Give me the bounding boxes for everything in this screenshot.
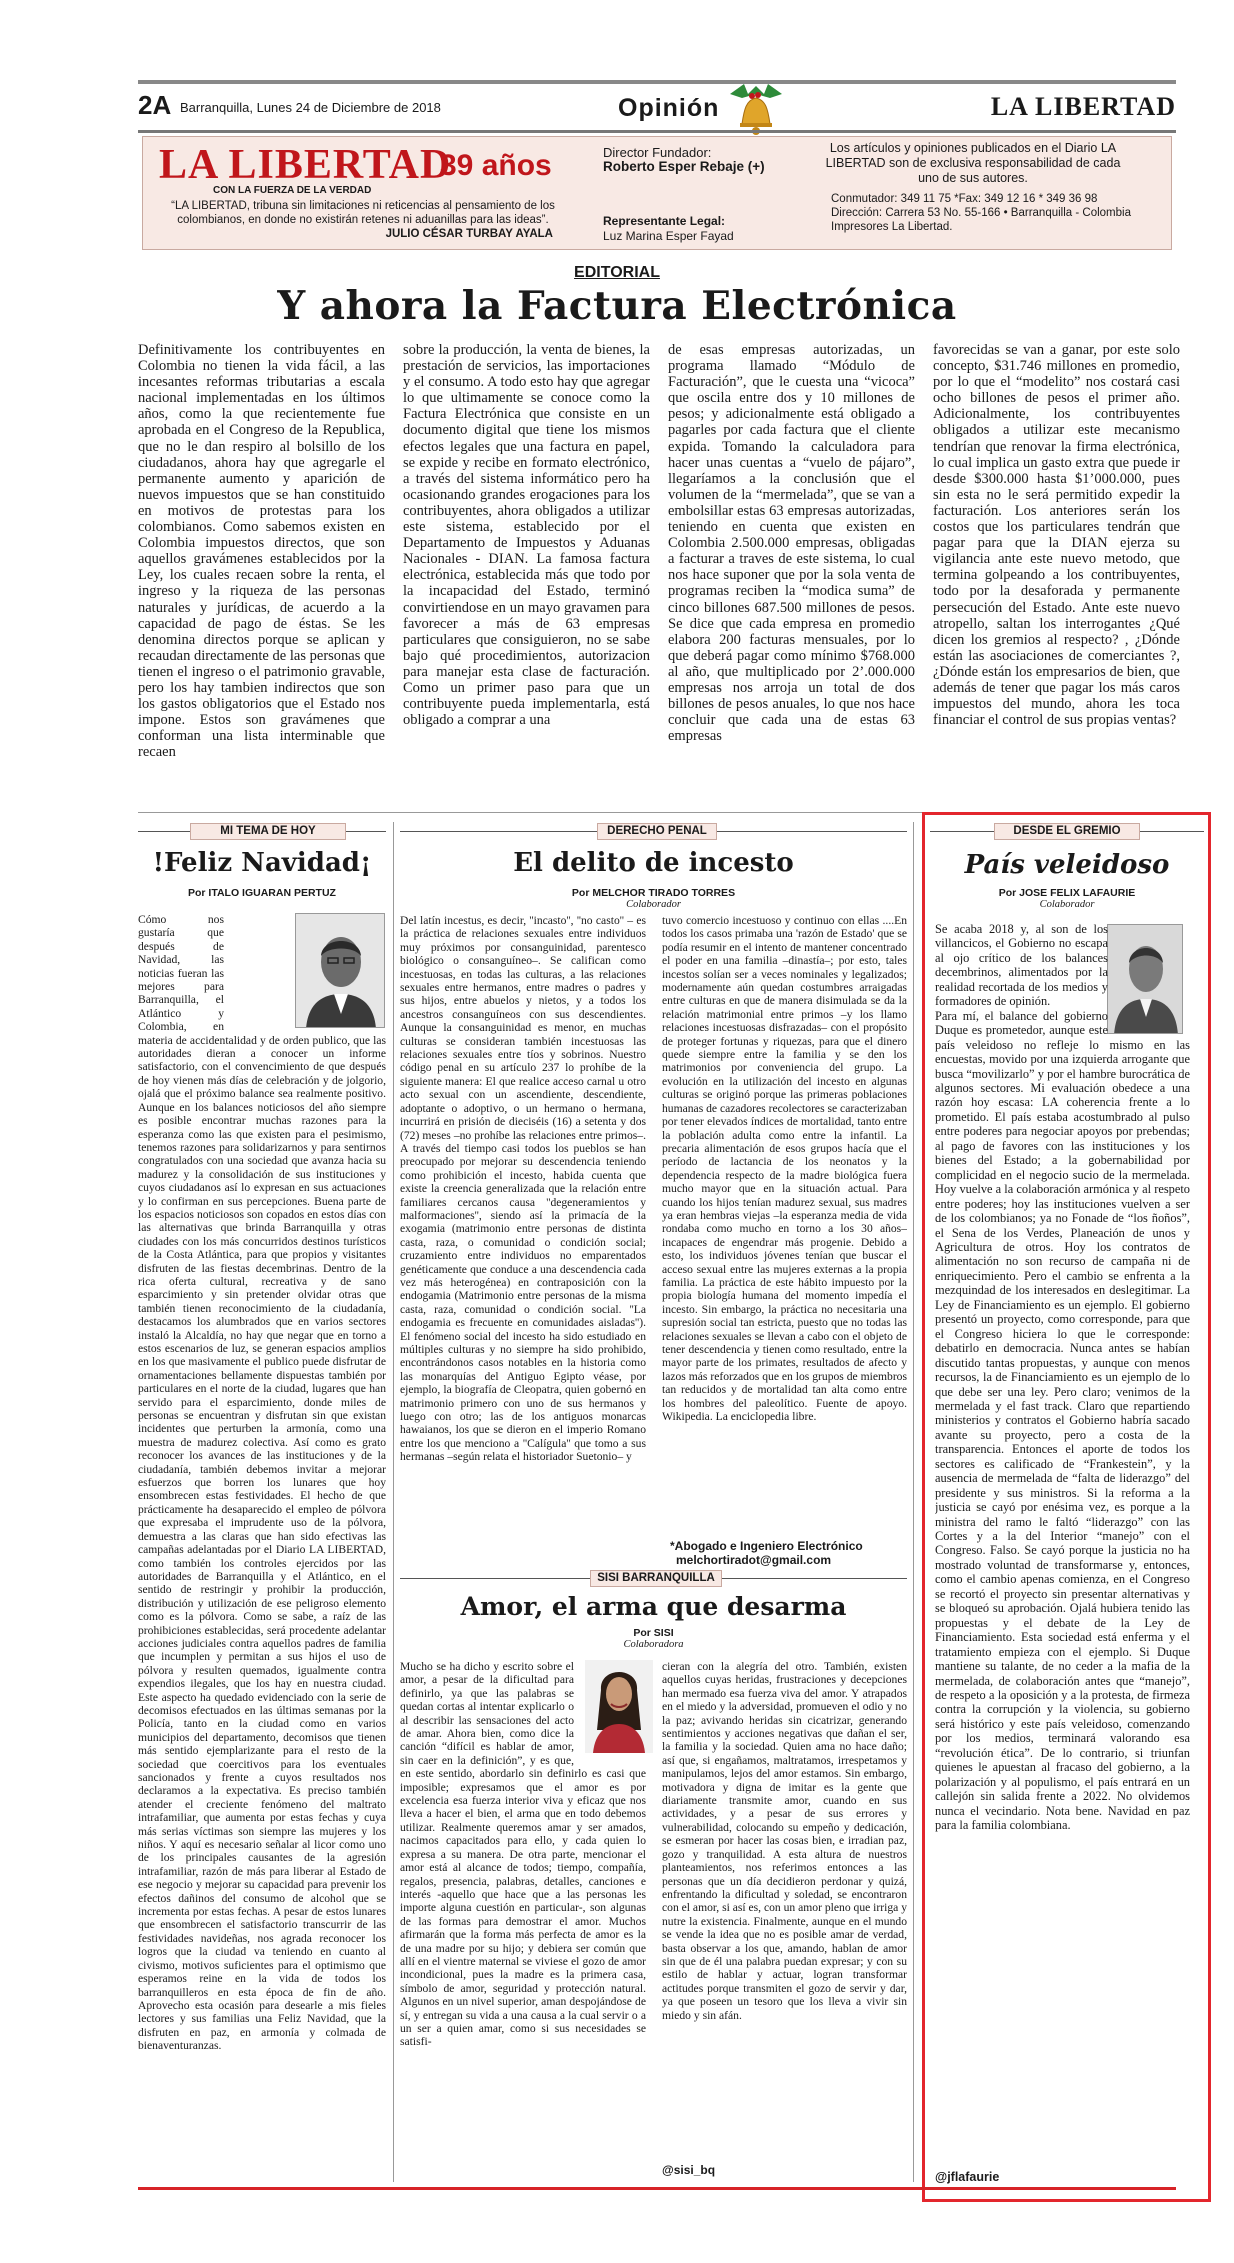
label-rule [930,831,994,832]
byline-role: Colaborador [1039,899,1095,910]
photo-spacer [574,1660,646,1754]
column-text-2: tuvo comercio incestuoso y continuo con ellas ....En todos los casos primaba una 'razón de Estado' que se podía resumir en el intento de mantener concentrado el poder en una familia –dinastía–; por esto, tales incestos solían ser a veces nominales y legalizados; modernamente aún quedan costumbres arraigadas entre culturas en que de manera disimulada se da la relación matrimonial entre primos –y los llamo relaciones incestuosas disfrazadas– con el propósito de proteger fortunas y riquezas, para que el dinero quede siempre entre la familia y se den los matrimonios por conveniencia del grupo. La evolución en la utilización del incesto en algunas culturas se originó porque las primeras poblaciones humanas de cazadores recolectores se caracterizaban por tener elevados índices de mortalidad, tanto entre la población adulta como entre la infantil. La precaria alimentación de esos grupos hacía que el período de lactancia de los neonatos y la dependencia respecto de la madre biológica fuera mucho mayor que en la situación actual. Para cuando los hijos tenían madurez sexual, sus madres ya eran hembras viejas –la esperanza media de vida rondaba como mucho en torno a los 30 años– incapaces de engendrar más progenie. Debido a esto, los individuos jóvenes tenían que buscar el acceso sexual entre las mujeres externas a la propia familia. La práctica de este hábito impuesto por la propia biología humana del momento impedía el incesto. Sin embargo, la práctica no necesitaria una supresión social tan estricta, puesto que no todas las relaciones sexuales se llevan a cabo con el objeto de tener descendencia y tienen como resultado, entre la mayor parte de los primates, resultados de afecto y lazos más reforzados que en los grupos de miembros tan reducidos y de mortalidad tan alta como entre los hombres del paleolítico. Fuente de apoyo. Wikipedia. La enciclopedia libre. [662,914,907,1424]
switchboard: Conmutador: 349 11 75 *Fax: 349 12 16 * 349 36 98 [831,193,1098,205]
editorial-column-1: Definitivamente los contribuyentes en Colombia no tienen la vida fácil, a las incesantes reformas tributarias a escala nacional implementadas en los últimos años, como la que recientemente fue aprobada en el Congreso de la Republica, que no le dan respiro al bolsillo de los ciudadanos, ahora hay que agregarle el permanente aumento y aparición de nuevos impuestos que se han constituido en motivos de protestas para los colombianos. Como sabemos existen en Colombia impuestos directos, que son aquellos gravámenes establecidos por la Ley, los cuales recaen sobre la renta, el ingreso y la riqueza de las personas naturales y jurídicas, de acuerdo a la capacidad de pago de éstas. Se les denomina directos porque se aplican y recaudan directamente de las personas que tienen el ingreso o el patrimonio gravable, pero los hay tambien indirectos que son los gastos obligatorios que el Estado nos impone. Estos son gravámenes que conforman una lista interminable que recaen [138,342,385,761]
photo-spacer [1108,922,1190,1036]
byline: Por SISI [633,1627,674,1639]
christmas-bell-icon [726,80,786,136]
column-body-1 [400,1660,646,2183]
author-handle: @sisi_bq [662,2163,716,2177]
label-rule [400,831,597,832]
label-rule [1140,831,1204,832]
page-header [138,88,1176,128]
slogan: CON LA FUERZA DE LA VERDAD [213,185,372,196]
column-separator [913,822,914,2182]
column-text-1: Mucho se ha dicho y escrito sobre el amor, a pesar de la dificultad para definirlo, ya que las palabras se quedan cortas al intentar explicarlo o al describir las sensaciones del acto de amar. Ahora bien, como dice la canción “difícil es hablar de amor, sin caer en la definición”, y es que, en este sentido, abordarlo sin definirlo es casi que imposible; expresamos que el amor es por excelencia esa fuerza interior viva y eficaz que nos lleva a hacer el bien, el arma que en todo debemos utilizar. Realmente queremos amar y ser amados, nacimos capacitados para ello, y cada quien lo expresa a su manera. De otra parte, mencionar el amor está al alcance de todos; tiempo, compañía, regalos, presencia, palabras, detalles, canciones e interés -aquello que hace que a las personas les importe alguna cuestión en particular-, son algunas de las formas para demostrar el amor. Muchos afirmarán que la forma más perfecta de amor es la de una madre por su hijo; y debiera ser común que allí en el vientre maternal se viviese el gozo de amor incondicional, pues la madre es la primera casa, símbolo de amor, seguridad y protección natural. Algunos en un nivel superior, aman despojándose de sí, y entregan su vida a una causa a la cual servir o a un ser a quien amar, como si sus necesidades se satisfi- [400,1660,646,2049]
editorial-headline: Y ahora la Factura Electrónica [277,283,957,329]
header-bottom-rule [138,130,1176,133]
editorial-column-3: de esas empresas autorizadas, un programa llamado “Módulo de Facturación”, que le cuesta una “vicoca” que oscila entre dos y 10 millones de pesos; y adicionalmente está obligado a pagarles por cada factura que el cliente expida. Tomando la calculadora para hacer unas cuentas a “vuelo de pájaro”, llegaríamos a la conclusión que el volumen de la “mermelada”, que se van a embolsillar estas 63 empresas autorizadas, teniendo en cuenta que existen en Colombia 2.500.000 empresas, obligadas a facturar a traves de este sistema, lo cual nos hace suponer que por la sola venta de programas reciben la “modica suma” de cinco billones 687.500 millones de pesos. Se dice que cada empresa en promedio elabora 200 facturas mensuales, por lo que deberá pagar como mínimo $768.000 al año, que multiplicado por 2’.000.000 empresas nos arroja un total de dos billones de pesos anuales, lo que nos hace concluir que cada una de estas 63 empresas [668,342,915,745]
editorial-column-4: favorecidas se van a ganar, por este solo concepto, $31.746 millones en promedio, por lo que el “modelito” nos costará casi ocho billones de pesos el primer año. Adicionalmente, los contribuyentes obligados a utilizar este mecanismo tendrían que renovar la firma electrónica, lo cual implica un gasto extra que puede ir desde $300.000 hasta $1’000.000, pues sin esta no le será permitido expedir la facturación. Los anteriores serán los costos que los particulares tendrán que pagar para que la DIAN ejerza su vigilancia ante este nuevo metodo, que termina golpeando a los contribuyentes, todo por la desaforada y permanente persecución del Estado. Ante este nuevo atropello, saltan los interrogantes ¿Qué dicen los gremios al respecto? , ¿Dónde están las asociaciones de comerciantes ?, ¿Dónde están los empresarios de bien, que además de tener que pagar los más caros impuestos del mundo, ahora les toca financiar el control de sus propias ventas? [933,342,1180,729]
quote-text: “LA LIBERTAD, tribuna sin limitaciones ni reticencias al pensamiento de los colombianos, en donde no existirán retenes ni aduanillas para las ideas”. [171,200,555,226]
footer-rule [138,2187,1176,2190]
contact-info [831,192,1131,234]
column-label: MI TEMA DE HOY [190,823,346,840]
printer: Impresores La Libertad. [831,221,953,233]
masthead-box [142,136,1172,250]
label-rule [722,1578,907,1579]
column-title: Amor, el arma que desarma [460,1592,847,1621]
quote-author: JULIO CÉSAR TURBAY AYALA [385,228,553,240]
founder-name: Roberto Esper Rebaje (+) [603,159,765,174]
column-body [935,922,1190,2164]
label-rule [717,831,907,832]
paper-name: LA LIBERTAD [990,92,1176,121]
legal-name: Luz Marina Esper Fayad [603,229,734,243]
author-credentials: *Abogado e Ingeniero Electrónico [670,1539,863,1553]
brand-logo: LA LIBERTAD [159,142,452,188]
column-title: El delito de incesto [513,848,794,878]
author-email: melchortiradot@gmail.com [676,1553,832,1567]
address: Dirección: Carrera 53 No. 55-166 • Barranquilla - Colombia [831,207,1131,219]
column-title: País veleidoso [964,850,1170,880]
disclaimer: Los artículos y opiniones publicados en el Diario LA LIBERTAD son de exclusiva responsabilidad de cada uno de sus autores. [825,141,1121,185]
date-line: Barranquilla, Lunes 24 de Diciembre de 2018 [180,100,441,115]
photo-spacer [224,913,386,1031]
founder-label: Director Fundador: [603,145,712,160]
column-text-1: Del latín incestus, es decir, ''incasto'', ''no casto'' – es la práctica de relaciones sexuales entre individuos muy próximos por consanguinidad, parentesco biológico o consanguíneo–. Se califican como incestuosas, en todas las culturas, a las relaciones sexuales entre hermanos, entre madres o padres y sus hijos, entre abuelos y nietos, y a todos los ancestros consanguíneos con sus descendientes. Aunque la consanguinidad es menor, en muchas culturas se consideran también incestuosas las relaciones sexuales entre tíos y sobrinos. Nuestro código penal en su artículo 237 lo prohíbe de la siguiente manera: El que realice acceso carnal u otro acto sexual con un ascendiente, descendiente, adoptante o adoptivo, o un hermano o hermana, incurrirá en prisión de dieciséis (16) a setenta y dos (72) meses –no prohíbe las relaciones entre primos–. A través del tiempo casi todos los pueblos se han preocupado por mejorar su descendencia teniendo como prohibición el incesto, habida cuenta que existe la creencia generalizada que la relación entre familiares cercanos causa ''degeneramientos y malformaciones'', siendo así la primacía de la exogamia (matrimonio entre personas de distinta casta, raza, o comunidad o condición social; cruzamiento entre individuos no emparentados genéticamente que conduce a una descendencia cada vez más heterogénea) en contraposición con la endogamia (Matrimonio entre personas de la misma casta, raza, comunidad o condición social. ''La endogamia es frecuente en comunidades aisladas''). El fenómeno social del incesto ha sido estudiado en múltiples culturas y no siempre ha sido prohibido, encontrándonos casos notables en la historia como las monarquías del Antiguo Egipto véase, por ejemplo, la biografía de Cleopatra, quien gobernó en matrimonio primero con uno de sus hermanos y luego con otro; las de los antiguos monarcas hawaianos, los que se dieron en el imperio Romano entre los que menciono a ''Calígula'' que tomo a sus hermanas –según relata el historiador Suetonio– y [400,914,646,1464]
byline-role: Colaborador [626,899,681,910]
label-rule [346,831,386,832]
column-body [138,913,386,2183]
byline: Por JOSE FELIX LAFAURIE [998,887,1136,899]
legal-label: Representante Legal: [603,214,726,228]
column-text: Para mí, el balance del gobierno Duque es prometedor, aunque este país veleidoso no refleje lo mismo en las encuestas, movido por una izquierda arrogante que busca “movilizarlo” y por el hambre burocrática de algunos sectores. Mi evaluación obedece a una razón hoy escasa: LA coherencia frente a lo prometido. El país estaba acostumbrado al pulso entre poderes para negociar apoyos por prebendas; al pago de favores con las instituciones y los bienes del Estado; a la gobernabilidad por complicidad en el negocio sucio de la mermelada. Hoy vuelve a la colaboración armónica y al respeto entre poderes; hoy las instituciones vuelven a ser de los colombianos; ya no Fonade de “los ñoños”, el Sena de los Verdes, Planeación de unos y Agricultura de otros. Hoy los contratos de alimentación no son recurso de campaña ni de enriquecimiento. Pero el cambio se enfrenta a la mezquindad de los interesados en deslegitimar. La Ley de Financiamiento es un ejemplo. El gobierno presentó un proyecto, como corresponde, para que el Congreso hiciera lo que le corresponde: debatirlo en democracia. Nunca antes se habían discutido tantas propuestas, y aunque con menos recursos, la de Financiamiento es un ejemplo de lo que debe ser una ley. Pero claro; venimos de la mermelada y el fast track. Claro que repartiendo ministerios y contratos el Gobierno habría sacado avante su proyecto, pero a costa de la transparencia. Entonces el aporte de todos los sectores es calificado de “Frankestein”, y la ausencia de mermelada de “falta de liderazgo” del presidente y sus ministros. Si la reforma a la justicia se cayó por enésima vez, es porque a la ministra del ramo le faltó “liderazgo” con las Cortes y a la del Interior “manejo” con el Congreso. Falso. Se cayó porque la justicia no ha mostrado voluntad de transformarse y, entonces, como el cambio apenas comienza, en el Congreso se recortó el proyecto sin presentar alternativas y se bloqueó su aprobación. Ojalá hubiera tenido las propuestas y el debate de la Ley de Financiamiento. Esta sociedad está enferma y el tratamiento empieza con el ejemplo. Si Duque mantiene su talante, de no ceder a la mafia de la mermelada, de colaboración antes que “manejo”, de respeto a la oposición y a la protesta, de firmeza contra la corrupción y la violencia, su gobierno será histórico y este país veleidoso, comenzando por los medios, terminará valorando esa “revolución ética”. De lo contrario, si triunfan quienes le apuestan al fracaso del gobierno, a la polarización y al populismo, el país entrará en un callejón sin salida frente a 2022. No olvidemos nunca el vecindario. Nota bene. Navidad en paz para la familia colombiana. [935,1008,1190,1833]
column-text-2: cieran con la alegría del otro. También, existen aquellos cuyas heridas, frustraciones y decepciones han mermado esa fuerza viva del amor. Y atrapados en el miedo y la adversidad, promueven el odio y no la paz; avivando heridas sin cicatrizar, generando sentimientos y acciones negativas que dañan el ser, la familia y la sociedad. Quien ama no hace daño; así que, si engañamos, maltratamos, irrespetamos y manipulamos, lejos del amor estamos. Sin embargo, motivadora y digna de imitar es la gente que diariamente transmite amor, cuando en sus actividades, y a pesar de sus errores y vulnerabilidad, colocando su empeño y dedicación, se esmeran por hacer las cosas bien, e irradian paz, gozo y tranquilidad. A esta altura de nuestros planteamientos, nos referimos entonces a las personas que un día decidieron perdonar y quizá, enfrentando la dificultad y soledad, se encontraron con el amor, si así es, con un amor pleno que irriga y nutre la existencia. Finalmente, aunque en el mundo se vende la idea que no es posible amar de verdad, basta observar a los que, amando, hablan de amor sin que de él una palabra puedan expresar; y con su estilo de hablar y actuar, logran transformar actitudes porque transmiten el gozo de servir y dar, ya que poseen un tesoro que los lleva a vivir sin miedo y sin afán. [662,1660,907,2022]
column-title: !Feliz Navidad¡ [152,848,372,878]
byline: Por MELCHOR TIRADO TORRES [571,887,736,899]
section-name: Opinión [618,94,720,122]
byline: Por ITALO IGUARAN PERTUZ [188,887,336,899]
column-label: DERECHO PENAL [597,823,717,840]
header-top-rule [138,80,1176,84]
byline-role: Colaboradora [623,1639,684,1650]
column-separator [393,822,394,2182]
label-rule [138,831,190,832]
anniversary-label: 39 años [440,149,552,182]
column-label: DESDE EL GREMIO [994,823,1140,840]
label-rule [400,1578,590,1579]
column-label: SISI BARRANQUILLA [590,1570,722,1587]
page-number: 2A [138,90,172,120]
author-handle: @jflafaurie [935,2170,1000,2184]
column-intro: Se acaba 2018 y, al son de los villancicos, el Gobierno no escapa al ojo crítico de los balances decembrinos, alimentados por la realidad recortada de los medios y formadores de opinión. [935,922,1108,1009]
editorial-kicker: EDITORIAL [574,264,660,281]
column-text: Cómo nos gustaría que después de Navidad, las noticias fueran las mejores para Barranquilla, el Atlántico y Colombia, en materia de accidentalidad y de orden publico, que las autoridades dieran a conocer un informe satisfactorio, con el convencimiento de que después de hoy vienen más días de celebración y de jolgorio, ojalá que el próximo balance sea realmente positivo. Aunque en los balances noticiosos del año siempre es posible encontrar muchas razones para la esperanza como las que existen para el pesimismo, tenemos razones para solidarizarnos y para sentirnos congratulados con una sociedad que avanza hacia su madurez y la consolidación de sus instituciones y cuyos ciudadanos así lo expresan en sus actuaciones y lo confirman en sus percepciones. Buena parte de los espacios noticiosos son copados en estos días con las alternativas que brinda Barranquilla y otras ciudades con los más concurridos destinos turísticos de la Costa Atlántica, para que propios y visitantes disfruten de las fiestas decembrinas. Dentro de la rica oferta cultural, recreativa y de sano esparcimiento y sin pretender olvidar otras que también tienen reconocimiento de la ciudadanía, destacamos los alumbrados que en varios sectores instaló la Alcaldía, no hay que negar que en torno a estos escenarios de luz, se generan espacios amplios en los que masivamente el publico puede disfrutar de ornamentaciones bellamente dispuestas también por particulares en el norte de la ciudad, lugares que han servido para el esparcimiento, donde miles de personas se encuentran y disfrutan sin que existan incidentes que perturben la armonía, como una muestra de madurez colectiva. Así como es grato reconocer los avances de las instituciones y de la ciudadanía, también debemos invitar a mejorar esfuerzos que borren los lunares que hoy ensombrecen estas festividades. El hecho de que prácticamente ha desaparecido el empleo de pólvora que expresaba el imprudente uso de la pólvora, demuestra a las claras que han sido efectivas las campañas adelantadas por el Diario LA LIBERTAD, como también los controles ejercidos por las autoridades de Barranquilla y el Atlántico, en el sentido de restringir y prohibir la producción, distribución y utilización de ese peligroso elemento como es la pólvora. Como se sabe, a raíz de las prohibiciones establecidas, será procedente adelantar acciones judiciales contra aquellos padres de familia que incumplen y permitan a sus hijos el uso de pólvora y resulten quemados, igualmente contra expendios ilegales, que los hay en nuestra ciudad. Este aspecto ha quedado evidenciado con la serie de decomisos efectuados en las últimas semanas por la Policía, tanto en la ciudad como en varios municipios del departamento, decomisos que tienen más sentido ejemplarizante para el resto de la sociedad que coercitivos para los eventuales sancionados y frente a cuyos resultados nos declaramos a la expectativa. Es preciso también atender el creciente fenómeno del maltrato intrafamiliar, que aumenta por estas fechas y cuya más serias víctimas son siempre las mujeres y los niños. Y aquí es necesario señalar al licor como uno de los principales causantes de la agresión intrafamiliar, razón de más para liberar al Estado de ese negocio y mejorar su capacidad para prevenir los efectos dañinos del consumo de alcohol que se incrementa por estas fechas. A pesar de estos lunares que ensombrecen el satisfactorio transcurrir de las festividades navideñas, nos agrada reconocer los logros que la ciudad va teniendo en cuanto al civismo, motivos suficientes para el optimismo que esperamos reine en la vida de todos los barranquilleros en esta época de fin de año. Aprovecho esta ocasión para desearle a mis fieles lectores y sus familias una Feliz Navidad, que la disfruten en paz, en armonía y colmada de bienaventuranzas. [138,913,386,2053]
editorial-column-2: sobre la producción, la venta de bienes, la prestación de servicios, las importaciones y el consumo. A todo esto hay que agregar lo que ultimamente se conoce como la Factura Electrónica que consiste en un documento digital que tiene los mismos efectos legales que una factura en papel, se expide y recibe en formato electrónico, a través del sistema informático pero ha ocasionando grandes erogaciones para los contribuyentes, ahora obligados a utilizar este sistema, establecido por el Departamento de Impuestos y Aduanas Nacionales - DIAN. La famosa factura electrónica, establecida más que todo por la incapacidad del Estado, terminó convirtiendose en un mayo gravamen para favorecer a más de 63 empresas particulares que consiguieron, no se sabe bajo qué procedimientos, autorizacion para manejar esta clase de facturación. Como un primer paso para que un contribuyente pueda implementarla, está obligado a comprar a una [403,342,650,729]
founder-quote [153,199,573,241]
